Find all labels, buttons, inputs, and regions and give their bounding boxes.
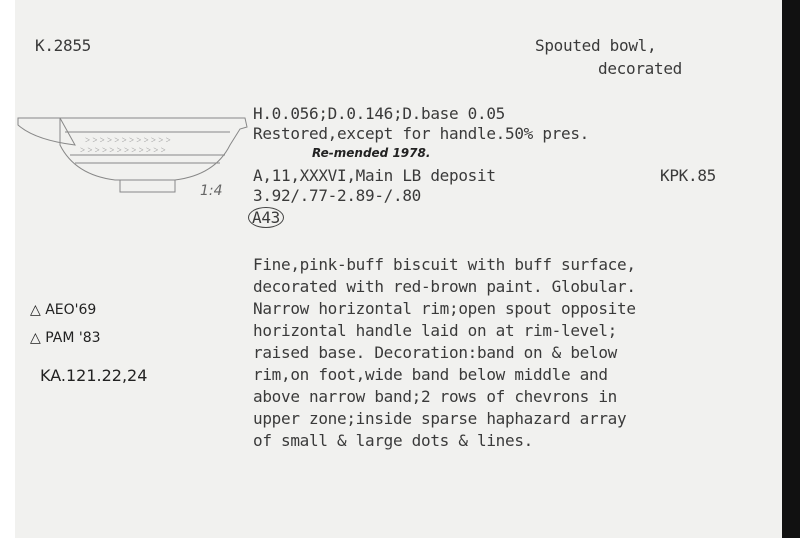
svg-text:> > > > > > > > > > > >: > > > > > > > > > > > >	[85, 135, 171, 145]
description-line: Fine,pink-buff biscuit with buff surface,	[253, 255, 636, 274]
circled-ref: A43	[248, 207, 284, 228]
dimensions: H.0.056;D.0.146;D.base 0.05	[253, 104, 505, 123]
title-line1: Spouted bowl,	[535, 36, 657, 55]
preservation: Restored,except for handle.50% pres.	[253, 124, 589, 143]
scale-label: 1:4	[200, 183, 223, 199]
card-edge	[782, 0, 800, 538]
remended-note: Re-mended 1978.	[312, 146, 431, 160]
levels: 3.92/.77-2.89-/.80	[253, 186, 421, 205]
description-line: above narrow band;2 rows of chevrons in	[253, 387, 617, 406]
description-line: decorated with red-brown paint. Globular.	[253, 277, 636, 296]
description-line: rim,on foot,wide band below middle and	[253, 365, 608, 384]
note-ka: KA.121.22,24	[40, 366, 148, 385]
description-line: of small & large dots & lines.	[253, 431, 533, 450]
catalog-number: K.2855	[35, 36, 91, 55]
findspot: A,11,XXXVI,Main LB deposit	[253, 166, 496, 185]
note-aeo: △ AEO'69	[30, 302, 97, 318]
description-line: Narrow horizontal rim;open spout opposite	[253, 299, 636, 318]
note-pam: △ PAM '83	[30, 330, 101, 346]
kpk-number: KPK.85	[660, 166, 716, 185]
description-line: raised base. Decoration:band on & below	[253, 343, 617, 362]
title-line2: decorated	[598, 59, 682, 78]
description-line: horizontal handle laid on at rim-level;	[253, 321, 617, 340]
svg-text:> > > > > > > > > > > >: > > > > > > > > > > > >	[80, 145, 166, 155]
description-line: upper zone;inside sparse haphazard array	[253, 409, 627, 428]
